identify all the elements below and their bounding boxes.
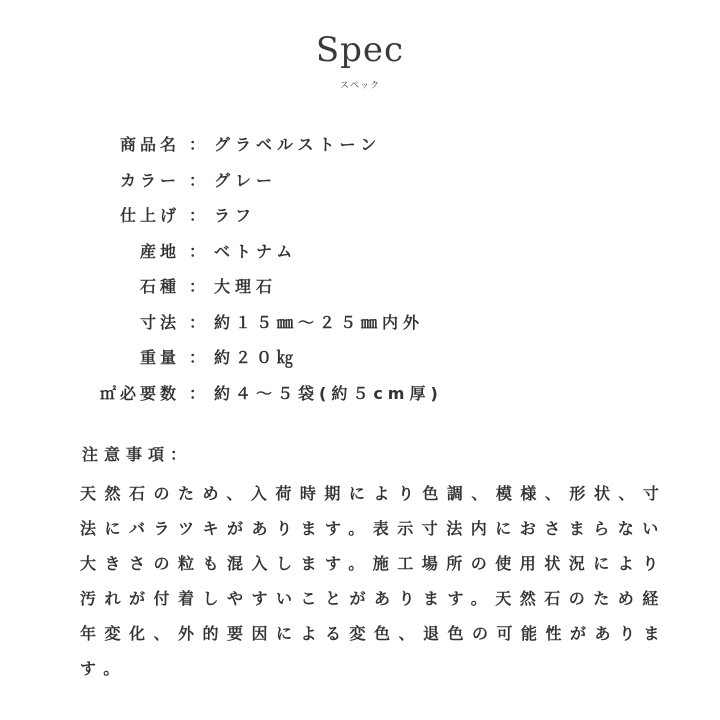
spec-row-origin [76,233,656,269]
page-title: Spec [315,30,405,70]
spec-separator: ： [188,383,205,403]
spec-separator: ： [188,241,205,261]
spec-label: ㎡必要数 [99,383,180,403]
spec-value: 約２０㎏ [214,348,299,368]
notes-heading: 注意事項： [82,445,193,464]
page-subtitle: スペック [339,81,380,91]
spec-value: グラベルストーン [214,135,382,155]
spec-label: 商品名 [119,135,180,155]
spec-separator: ： [188,135,205,155]
spec-label: 重量 [139,348,180,368]
spec-row-required-quantity [76,375,656,411]
spec-label: 仕上げ [119,206,180,226]
spec-separator: ： [188,312,205,332]
note-line: 法にバラツキがあります。表示寸法内におさまらない [80,519,667,538]
note-line: 汚れが付着しやすいことがあります。天然石のため経 [80,589,667,608]
spec-label: カラー [119,170,180,190]
note-line: 大きさの粒も混入します。施工場所の使用状況により [80,554,667,573]
spec-separator: ： [188,170,205,190]
spec-label: 寸法 [139,312,180,332]
spec-value: 約１５㎜～２５㎜内外 [214,312,425,332]
spec-separator: ： [188,277,205,297]
spec-label: 産地 [139,241,180,261]
spec-row-weight [76,339,656,375]
spec-value: 約４～５袋(約５cm厚) [214,383,443,403]
spec-value: グレー [214,170,278,190]
note-line: 天然石のため、入荷時期により色調、模様、形状、寸 [80,484,668,503]
spec-value: ベトナム [214,241,298,261]
spec-separator: ： [188,348,205,368]
spec-row-color [76,162,656,198]
spec-separator: ： [188,206,205,226]
spec-list [76,126,656,410]
spec-row-product-name [76,126,656,162]
spec-value: ラフ [214,206,257,226]
spec-row-dimensions [76,304,656,340]
note-line: す。 [80,659,128,678]
note-line: 年変化、外的要因による変色、退色の可能性がありま [80,624,669,643]
spec-label: 石種 [139,277,180,297]
spec-row-stone-type [76,268,656,304]
spec-row-finish [76,197,656,233]
spec-value: 大理石 [214,277,278,297]
notes-body [80,476,669,686]
